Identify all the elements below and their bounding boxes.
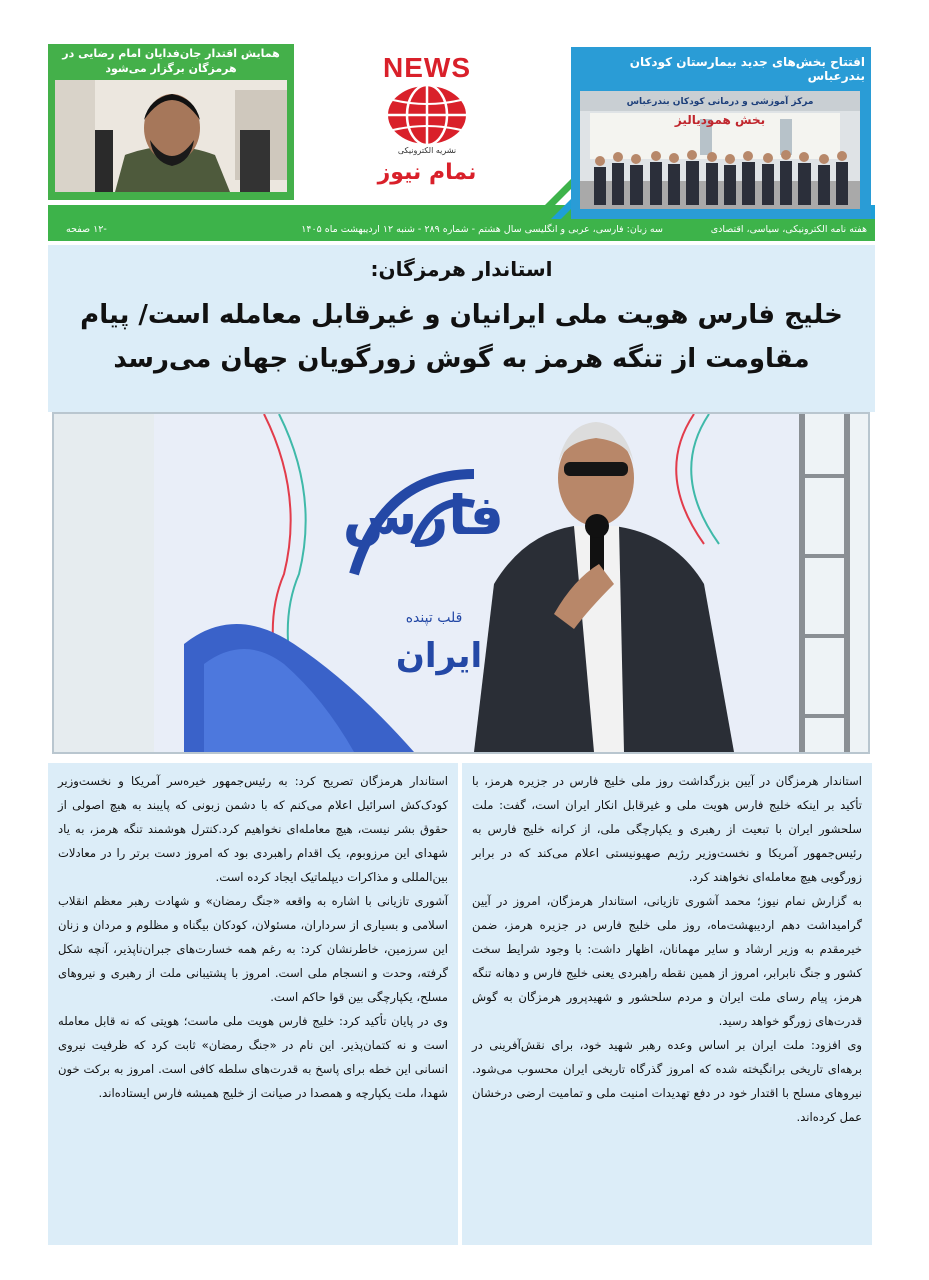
issue-info-type: هفته نامه الکترونیکی، سیاسی، اقتصادی — [710, 224, 867, 235]
article-paragraph: به گزارش نمام نیوز؛ محمد آشوری تازیانی، استاندار هرمزگان، امروز در آیین گرامیداشت دهم اردیبهشت‌ماه، روز ملی خلیج فارس در جزیره هرمز، ضمن خیرمقدم به وزیر ارشاد و سایر مهمانان، اظهار داشت: با وجود شرایط سخت کشور و جنگ نابرابر، امروز از همین نقطه راهبردی یعنی خلیج فارس و دهانه تنگه هرمز، پیام رسای ملت ایران و مردم سلحشور و شهیدپرور هرمزگان به گوش قدرت‌های زورگو خواهد رسید. — [472, 894, 862, 1028]
issue-info-pages: -۱۲ صفحه — [66, 224, 107, 235]
article-paragraph: استاندار هرمزگان تصریح کرد: به رئیس‌جمهور خیره‌سر آمریکا و نخست‌وزیر کودک‌کش اسرائیل اعلام می‌کنم که با دشمن زبونی که پایبند به هیچ اصولی از حقوق بشر نیست، هیچ معامله‌ای نخواهیم کرد.کنترل هوشمند تنگه هرمز، به یاد شهدای این مرزوبوم، یک اقدام راهبردی بود که امروز دست برتر را در معادلات بین‌المللی و مذاکرات دیپلماتیک ایجاد کرده است. — [58, 774, 448, 884]
side-story-left[interactable] — [48, 44, 294, 200]
logo-name: نمام نیوز — [377, 160, 477, 185]
banner-text-heart: قلب تپنده — [405, 610, 463, 626]
logo-subtitle: نشریه الکترونیکی — [397, 146, 457, 155]
banner-text-fars: فارس — [342, 484, 504, 547]
article-column-right — [462, 763, 872, 1245]
hospital-sign-line1: مرکز آموزشی و درمانی کودکان بندرعباس — [626, 97, 814, 107]
hospital-sign-line2: بخش همودیالیز — [674, 113, 766, 127]
issue-info-details: سه زبان: فارسی، عربی و انگلیسی سال هشتم - شماره ۲۸۹ - شنبه ۱۲ اردیبهشت ماه ۱۴۰۵ — [301, 224, 663, 235]
banner-text-iran: ایران — [395, 636, 483, 676]
publication-logo[interactable] — [362, 52, 492, 202]
article-paragraph: آشوری تازیانی با اشاره به واقعه «جنگ رمضان» و شهادت رهبر معظم انقلاب اسلامی و بسیاری از سرداران، مسئولان، کودکان بیگناه و مظلوم و مردان و زنان این سرزمین، خاطرنشان کرد: به رغم همه خسارت‌های جبران‌ناپذیر، آنچه شکل گرفته، وحدت و انسجام ملی است. امروز با پشتیبانی ملت از رهبری و نیروهای مسلح، یکپارچگی بین قوا حاکم است. — [58, 894, 448, 1004]
side-story-left-photo — [55, 80, 287, 192]
article-kicker: استاندار هرمزگان: — [370, 257, 553, 281]
article-main-photo — [52, 412, 870, 754]
article-paragraph: وی افزود: ملت ایران بر اساس وعده رهبر شهید خود، برای نقش‌آفرینی در برهه‌ای تاریخی برانگیخته شده که امروز گذرگاه تاریخی ایران محسوب می‌شود. نیروهای مسلح با اقتدار خود در دفع تهدیدات امنیت ملی و تمامیت ارضی درخشان عمل کرده‌اند. — [472, 1038, 862, 1124]
article-paragraph: وی در پایان تأکید کرد: خلیج فارس هویت ملی ماست؛ هویتی که نه قابل معامله است و نه کتمان‌پذیر. این نام در «جنگ رمضان» ثابت کرد که ظرفیت نیروی انسانی این خطه برای پاسخ به قدرت‌های سلطه کافی است. امروز به برکت خون شهدا، ملت یکپارچه و همصدا در صیانت از خلیج همیشه فارس ایستاده‌اند. — [58, 1014, 448, 1100]
issue-info-bar — [48, 219, 875, 241]
side-story-right-photo — [580, 91, 860, 209]
side-story-right[interactable] — [571, 47, 871, 219]
article-column-left — [48, 763, 458, 1245]
article-headline[interactable]: خلیج فارس هویت ملی ایرانیان و غیرقابل معامله است/ پیام مقاومت از تنگه هرمز به گوش زورگویان جهان می‌رسد — [80, 300, 843, 374]
globe-icon — [384, 84, 470, 146]
article-paragraph: استاندار هرمزگان در آیین بزرگداشت روز ملی خلیج فارس در جزیره هرمز، با تأکید بر اینکه خلیج فارس هویت ملی و غیرقابل انکار ایران است، گفت: ملت سلحشور ایران با تبعیت از رهبری و یکپارچگی ملی، از کرانه خلیج فارس به رئیس‌جمهور آمریکا و نخست‌وزیر رژیم صهیونیستی اعلام می‌کند که در برابر زورگویی هیچ معامله‌ای نخواهند کرد. — [472, 774, 862, 884]
logo-news-word: NEWS — [383, 52, 471, 83]
headline-panel — [48, 245, 875, 412]
side-story-right-caption: افتتاح بخش‌های جدید بیمارستان کودکان بندرعباس — [629, 55, 865, 83]
side-story-left-caption: همایش اقتدار جان‌فدایان امام رضایی در هرمزگان برگزار می‌شود — [62, 47, 280, 75]
